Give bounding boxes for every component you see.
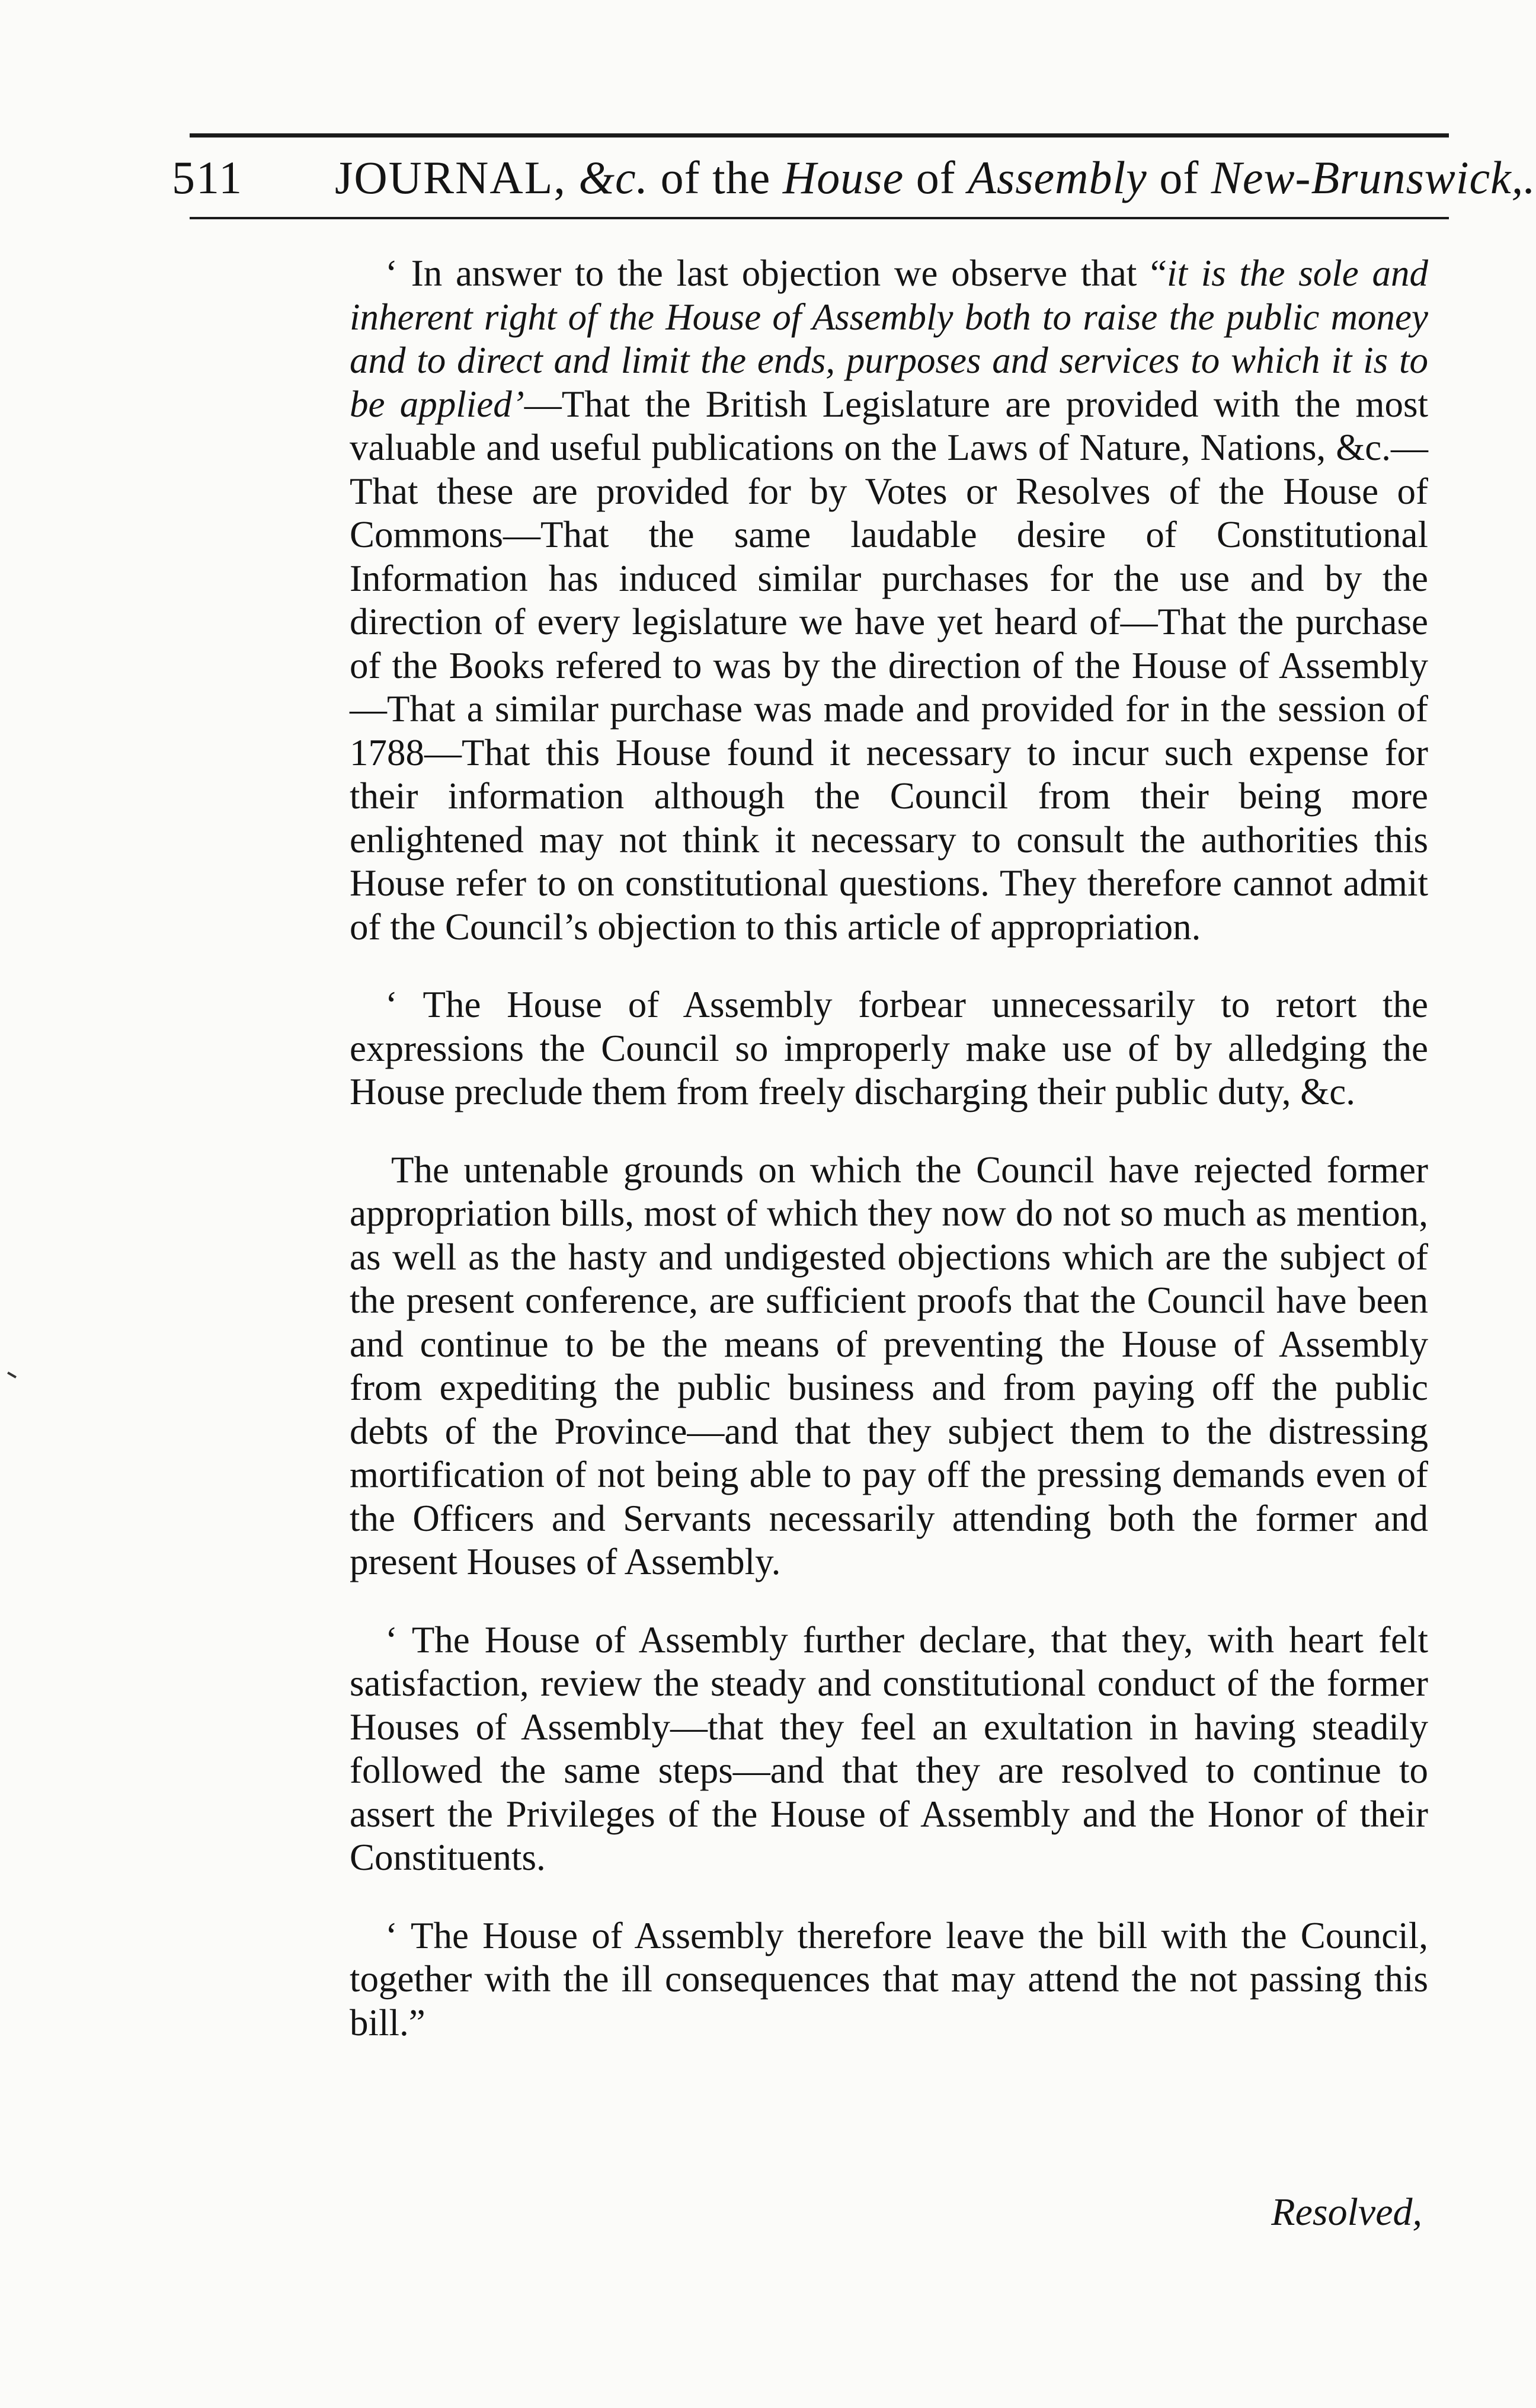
assembly-word: Assembly — [968, 152, 1147, 203]
journal-word: JOURNAL, — [335, 152, 567, 203]
paragraph-1-rest: —That the British Legislature are provided with the most valuable and useful publications on the Laws of Nature, Nations, &c.—That these are provided for by Votes or Resolves of the House of Commons—That the same laudable desire of Constitutional Information has induced similar purchases for the use and by the direction of every legislature we have yet heard of—That the purchase of the Books refered to was by the direction of the House of Assembly—That a similar purchase was made and provided for in the session of 1788—That this House found it necessary to incur such expense for their information although the Council from their being more enlightened may not think it necessary to consult the authorities this House refer to on constitutional questions. They therefore cannot admit of the Council’s objection to this article of appropriation. — [350, 383, 1428, 948]
header-bottom-rule — [190, 217, 1449, 219]
paragraph-1 — [350, 252, 1428, 949]
paragraph-2: ‘ The House of Assembly forbear unnecessarily to retort the expressions the Council so improperly make use of by alledging the House preclude them from freely discharging their public duty, &c. — [350, 984, 1428, 1112]
etc-word: &c. — [578, 152, 649, 203]
of-word-2: of — [1159, 152, 1199, 203]
catchword: Resolved, — [1271, 2190, 1422, 2234]
running-head-title — [335, 142, 1536, 213]
paragraph-5: ‘ The House of Assembly therefore leave the bill with the Council, together with the ill consequences that may attend the not passing this bill.” — [350, 1914, 1428, 2044]
paragraph-1-lead: ‘ In answer to the last objection we observe that “ — [385, 252, 1167, 294]
paragraph-4: ‘ The House of Assembly further declare, that they, with heart felt satisfaction, review the steady and constitutional conduct of the former Houses of Assembly—that they feel an exultation in having steadily followed the same steps—and that they are resolved to continue to assert the Privileges of the House of Assembly and the Honor of their Constituents. — [350, 1619, 1428, 1878]
province-name: New-Brunswick,. — [1211, 152, 1536, 203]
paragraph-3: The untenable grounds on which the Council have rejected former appropriation bills, most of which they now do not so much as mention, as well as the hasty and undigested objections which are the subject of the present conference, are sufficient proofs that the Council have been and continue to be the means of preventing the House of Assembly from expediting the public business and from paying off the public debts of the Province—and that they subject them to the distressing mortification of not being able to pay off the pressing demands even of the Officers and Servants necessarily attending both the former and present Houses of Assembly. — [350, 1149, 1428, 1582]
running-header — [172, 142, 1536, 213]
house-word: House — [782, 152, 904, 203]
page-number: 511 — [172, 152, 244, 203]
paragraph-1-italic-quote: it is the sole and inherent right of the House of Assembly both to raise the public money and to direct and limit the ends, purposes and services to which it is to be applied’ — [350, 252, 1428, 425]
margin-ink-mark — [7, 1371, 17, 1378]
body-text — [350, 252, 1428, 2079]
of-the-words: of the — [660, 152, 771, 203]
header-top-rule — [190, 133, 1449, 137]
of-word: of — [916, 152, 956, 203]
